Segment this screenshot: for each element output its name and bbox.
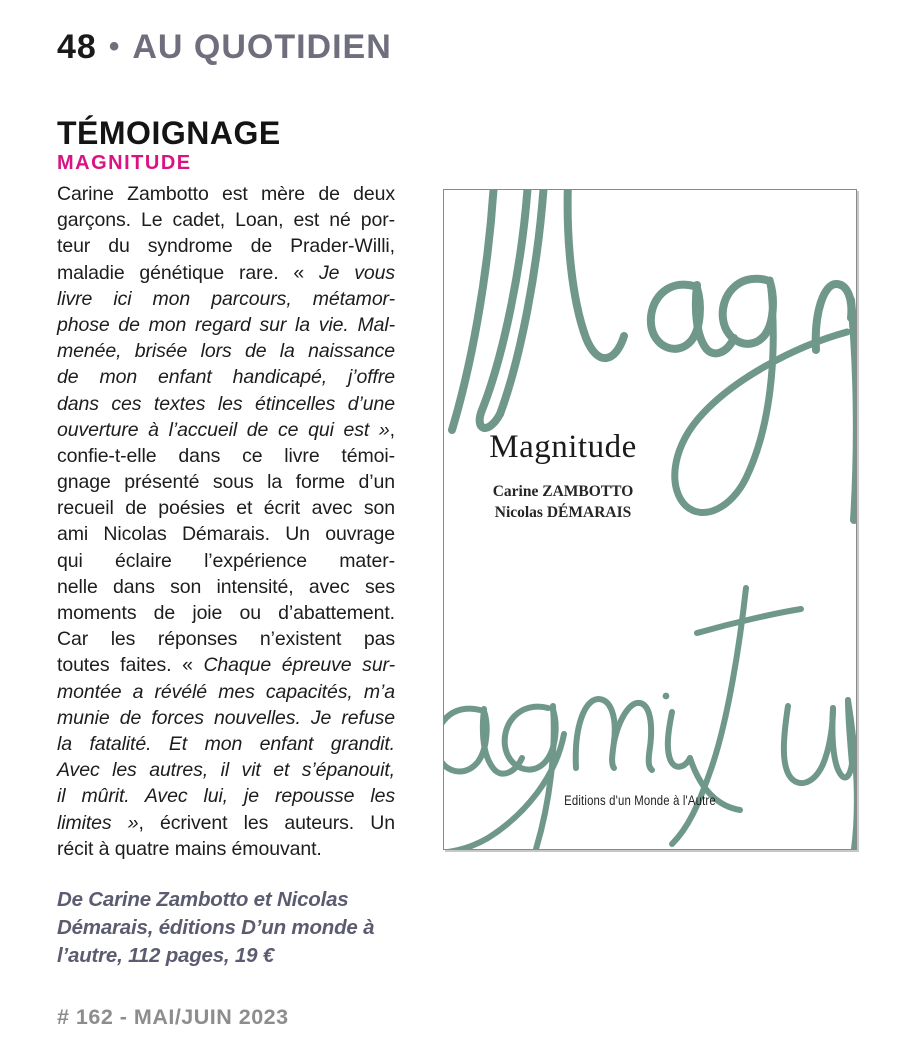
body-text-segment: moments de joie ou d’abattement.	[57, 602, 395, 624]
script-stroke	[614, 703, 652, 770]
cover-book-title: Magnitude	[489, 429, 637, 465]
body-text-segment: garçons. Le cadet, Loan, est né por-	[57, 209, 395, 232]
book-credit	[57, 886, 374, 970]
body-line	[57, 836, 395, 862]
script-lettering-top	[452, 190, 856, 520]
body-line	[57, 286, 395, 312]
credit-line: De Carine Zambotto et Nicolas	[57, 888, 349, 911]
body-line	[57, 181, 395, 207]
body-text-segment: gnage présenté sous la forme d’un	[57, 471, 395, 494]
script-stroke	[568, 190, 624, 358]
body-line	[57, 731, 395, 757]
body-text-segment: , écrivent les auteurs. Un	[138, 811, 395, 834]
body-text-segment: de mon enfant handicapé, j’offre	[57, 366, 395, 389]
body-line	[57, 260, 395, 286]
section-title: AU QUOTIDIEN	[132, 28, 392, 66]
page-number: 48	[57, 28, 97, 66]
script-stroke	[668, 712, 690, 767]
body-text-segment: ,	[389, 418, 395, 441]
book-cover-image	[443, 189, 857, 850]
body-line	[57, 757, 395, 783]
body-line	[57, 705, 395, 731]
script-stroke	[697, 609, 801, 633]
body-line	[57, 810, 395, 836]
issue-footer: # 162 - MAI/JUIN 2023	[57, 1005, 289, 1029]
script-stroke	[851, 300, 856, 520]
body-line	[57, 417, 395, 443]
cover-publisher: Editions d'un Monde à l'Autre	[564, 793, 716, 808]
body-line	[57, 600, 395, 626]
body-line	[57, 233, 395, 259]
body-text-segment: munie de forces nouvelles. Je refuse	[57, 706, 395, 729]
body-text-segment: dans ces textes les étincelles d’une	[57, 392, 395, 415]
body-line	[57, 652, 395, 678]
body-text-segment: il mûrit. Avec lui, je repousse les	[57, 785, 395, 808]
body-line	[57, 521, 395, 547]
body-line	[57, 548, 395, 574]
body-text-segment: Avec les autres, il vit et s’épanouit,	[57, 759, 395, 782]
body-text-segment: maladie génétique rare. «	[57, 261, 319, 284]
body-text-segment: Carine Zambotto est mère de deux	[57, 183, 395, 205]
body-line	[57, 679, 395, 705]
cover-author: Nicolas DÉMARAIS	[494, 504, 632, 521]
body-text-segment: ouverture à l’accueil de ce qui est »	[57, 418, 390, 441]
script-stroke	[723, 279, 773, 344]
body-text-segment: limites »	[57, 811, 139, 834]
body-line	[57, 574, 395, 600]
article-body	[57, 181, 395, 862]
body-text-segment: ami Nicolas Démarais. Un ouvrage	[57, 523, 395, 546]
cover-author: Carine ZAMBOTTO	[492, 483, 634, 500]
body-line	[57, 495, 395, 521]
body-text-segment: Car les réponses n’existent pas	[57, 628, 395, 651]
body-text-segment: confie-t-elle dans ce livre témoi-	[57, 444, 395, 467]
script-stroke	[505, 707, 556, 770]
body-line	[57, 626, 395, 652]
body-line	[57, 338, 395, 364]
article-subtitle: MAGNITUDE	[57, 152, 192, 174]
body-line	[57, 391, 395, 417]
body-text-segment: menée, brisée lors de la naissance	[57, 340, 395, 363]
body-text-segment: récit à quatre mains émouvant.	[57, 837, 322, 860]
script-stroke	[784, 706, 833, 783]
credit-line: Démarais, éditions D’un monde à	[57, 916, 375, 939]
body-text-segment: qui éclaire l’expérience mater-	[57, 549, 395, 572]
body-line	[57, 443, 395, 469]
script-i-dot	[663, 693, 670, 700]
body-line	[57, 783, 395, 809]
body-text-segment: teur du syndrome de Prader-Willi,	[57, 235, 395, 258]
script-stroke	[576, 699, 615, 768]
body-text-segment: Je vous	[318, 261, 395, 284]
body-text-segment: recueil de poésies et écrit avec son	[57, 497, 395, 520]
body-text-segment: la fatalité. Et mon enfant grandit.	[57, 732, 395, 755]
body-line	[57, 469, 395, 495]
script-lettering-bottom	[444, 588, 856, 849]
body-text-segment: nelle dans son intensité, avec ses	[57, 575, 395, 598]
body-text-segment: toutes faites. «	[57, 654, 204, 677]
article-title: TÉMOIGNAGE	[57, 115, 281, 151]
body-text-segment: Chaque épreuve sur-	[203, 654, 395, 677]
cover-authors	[444, 481, 682, 523]
bullet-separator-icon: •	[108, 30, 121, 63]
page-header	[57, 28, 392, 67]
body-text-segment: phose de mon regard sur la vie. Mal-	[57, 313, 395, 336]
body-text-segment: livre ici mon parcours, métamor-	[57, 287, 395, 310]
body-line	[57, 207, 395, 233]
body-line	[57, 312, 395, 338]
credit-line: l’autre, 112 pages, 19 €	[57, 944, 275, 967]
body-line	[57, 364, 395, 390]
body-text-segment: montée a révélé mes capacités, m’a	[57, 680, 395, 703]
